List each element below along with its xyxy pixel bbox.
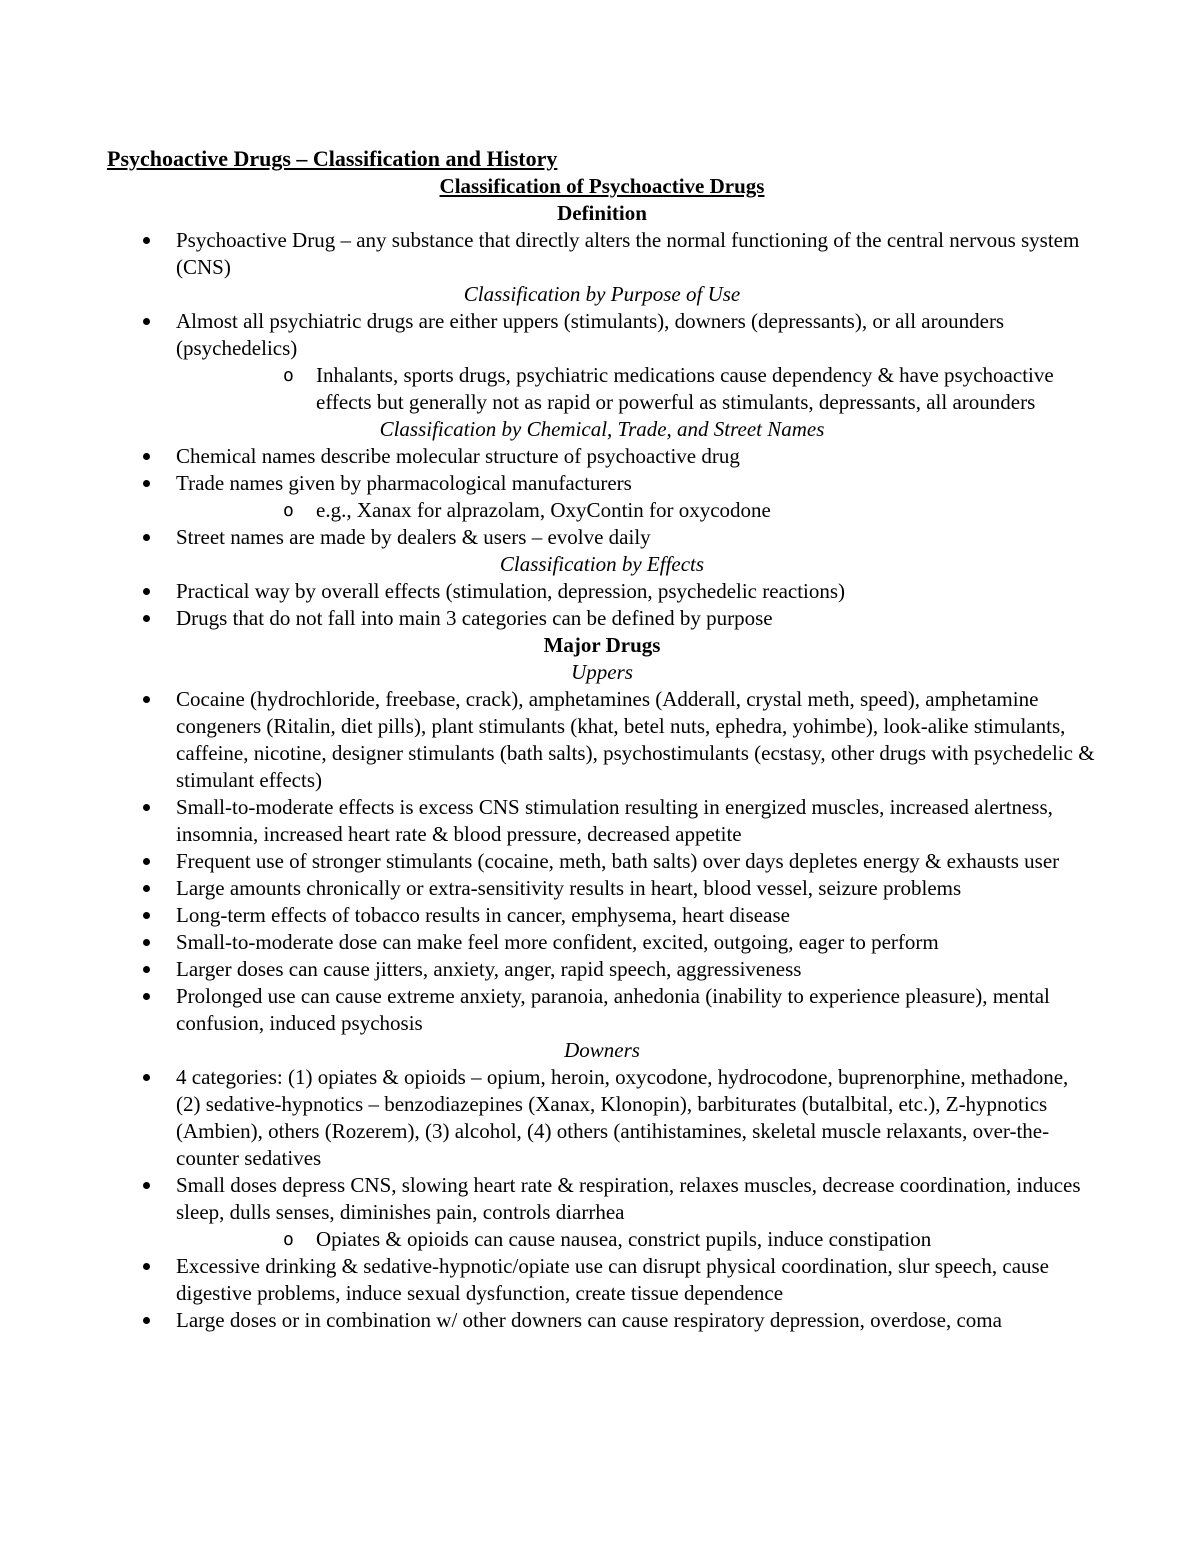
purpose-list <box>107 308 1097 416</box>
heading-names: Classification by Chemical, Trade, and Street Names <box>379 417 825 441</box>
heading-uppers: Uppers <box>571 660 633 684</box>
list-item: Frequent use of stronger stimulants (cocaine, meth, bath salts) over days depletes energy & exhausts user <box>107 848 1097 875</box>
list-item: Chemical names describe molecular structure of psychoactive drug <box>107 443 1097 470</box>
heading-downers: Downers <box>564 1038 640 1062</box>
list-item <box>107 470 1097 524</box>
list-item-text: Trade names given by pharmacological manufacturers <box>176 471 632 495</box>
list-item: Prolonged use can cause extreme anxiety, paranoia, anhedonia (inability to experience pleasure), mental confusion, induced psychosis <box>107 983 1097 1037</box>
list-item: Small-to-moderate effects is excess CNS stimulation resulting in energized muscles, increased alertness, insomnia, increased heart rate & blood pressure, decreased appetite <box>107 794 1097 848</box>
list-item-text: Almost all psychiatric drugs are either uppers (stimulants), downers (depressants), or all arounders (psychedelics) <box>176 309 1005 360</box>
effects-list <box>107 578 1097 632</box>
list-item-text: Small doses depress CNS, slowing heart rate & respiration, relaxes muscles, decrease coordination, induces sleep, dulls senses, diminishes pain, controls diarrhea <box>176 1173 1081 1224</box>
list-item: Cocaine (hydrochloride, freebase, crack), amphetamines (Adderall, crystal meth, speed), amphetamine congeners (Ritalin, diet pills), plant stimulants (khat, betel nuts, ephedra, yohimbe), look-alike stimulants, caffeine, nicotine, designer stimulants (bath salts), psychostimulants (ecstasy, other drugs with psychedelic & stimulant effects) <box>107 686 1097 794</box>
list-item: 4 categories: (1) opiates & opioids – opium, heroin, oxycodone, hydrocodone, buprenorphine, methadone, (2) sedative-hypnotics – benzodiazepines (Xanax, Klonopin), barbiturates (butalbital, etc.), Z-hypnotics (Ambien), others (Rozerem), (3) alcohol, (4) others (antihistamines, skeletal muscle relaxants, over-the-counter sedatives <box>107 1064 1097 1172</box>
list-item: Practical way by overall effects (stimulation, depression, psychedelic reactions) <box>107 578 1097 605</box>
list-item: Large doses or in combination w/ other downers can cause respiratory depression, overdose, coma <box>107 1307 1097 1334</box>
list-item: Large amounts chronically or extra-sensitivity results in heart, blood vessel, seizure problems <box>107 875 1097 902</box>
document-content <box>107 145 1097 1334</box>
names-list <box>107 443 1097 551</box>
sub-list <box>176 1226 1097 1253</box>
heading-effects: Classification by Effects <box>499 552 705 576</box>
list-item: Small-to-moderate dose can make feel more confident, excited, outgoing, eager to perform <box>107 929 1097 956</box>
sub-list-item: o Inhalants, sports drugs, psychiatric medications cause dependency & have psychoactive effects but generally not as rapid or powerful as stimulants, depressants, all arounders <box>176 362 1097 416</box>
list-item: Psychoactive Drug – any substance that directly alters the normal functioning of the central nervous system (CNS) <box>107 227 1097 281</box>
heading-purpose-of-use: Classification by Purpose of Use <box>463 282 741 306</box>
sub-list <box>176 362 1097 416</box>
list-item: Street names are made by dealers & users – evolve daily <box>107 524 1097 551</box>
uppers-list <box>107 686 1097 1037</box>
list-item <box>107 308 1097 416</box>
list-item: Larger doses can cause jitters, anxiety, anger, rapid speech, aggressiveness <box>107 956 1097 983</box>
downers-list <box>107 1064 1097 1334</box>
section-title-major-drugs: Major Drugs <box>543 633 661 657</box>
sub-list-item: o Opiates & opioids can cause nausea, constrict pupils, induce constipation <box>176 1226 1097 1253</box>
heading-definition: Definition <box>557 201 647 225</box>
definition-list <box>107 227 1097 281</box>
section-title-classification: Classification of Psychoactive Drugs <box>439 174 765 198</box>
list-item: Excessive drinking & sedative-hypnotic/opiate use can disrupt physical coordination, slur speech, cause digestive problems, induce sexual dysfunction, create tissue dependence <box>107 1253 1097 1307</box>
list-item: Drugs that do not fall into main 3 categories can be defined by purpose <box>107 605 1097 632</box>
sub-list <box>176 497 1097 524</box>
list-item: Long-term effects of tobacco results in cancer, emphysema, heart disease <box>107 902 1097 929</box>
document-title: Psychoactive Drugs – Classification and History <box>107 146 558 171</box>
sub-list-item: o e.g., Xanax for alprazolam, OxyContin for oxycodone <box>176 497 1097 524</box>
list-item <box>107 1172 1097 1253</box>
